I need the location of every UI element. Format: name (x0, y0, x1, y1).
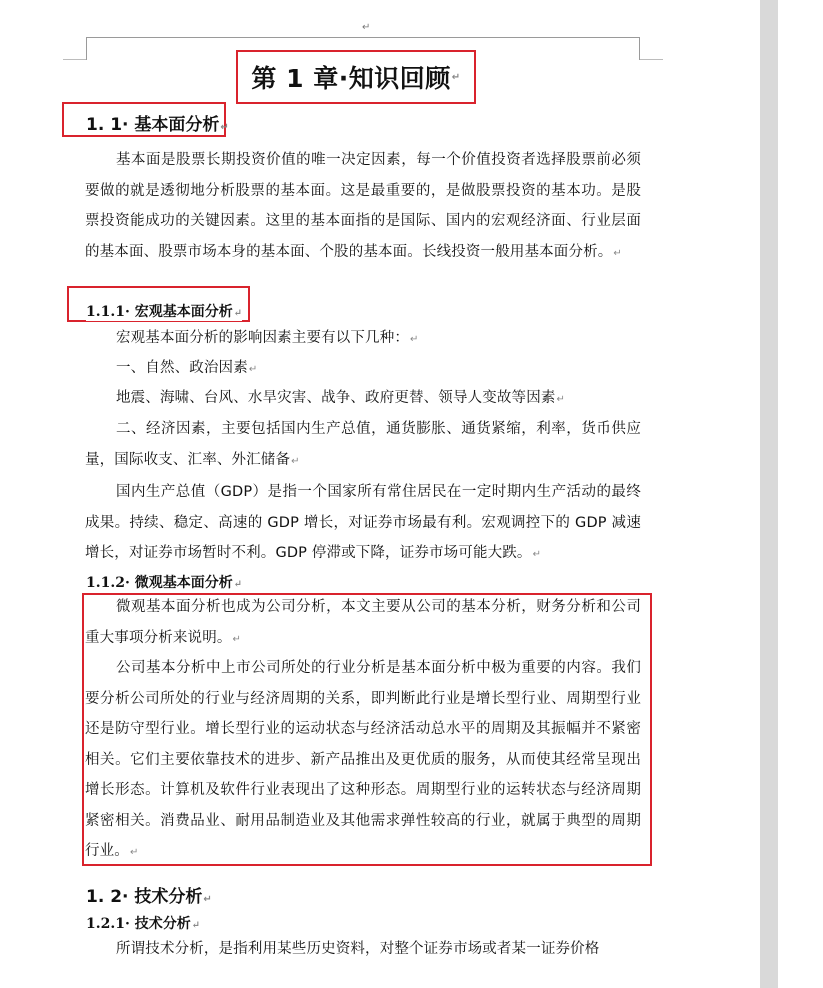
paragraph-1-1-1-intro: 宏观基本面分析的影响因素主要有以下几种：↵ (116, 330, 419, 346)
heading-1-1-1: 1.1.1· 宏观基本面分析↵ (86, 301, 242, 321)
margin-corner-right-h (640, 59, 663, 60)
list-item-detail: 地震、海啸、台风、水旱灾害、战争、政府更替、领导人变故等因素↵ (116, 390, 566, 406)
paragraph-1-1-2-a: 微观基本面分析也成为公司分析，本文主要从公司的基本分析，财务分析和公司重大事项分析来说明。↵ (85, 599, 641, 646)
paragraph-mark-icon: ↵ (362, 22, 371, 33)
paragraph-1-1: 基本面是股票长期投资价值的唯一决定因素，每一个价值投资者选择股票前必须要做的就是透彻地分析股票的基本面。这是最重要的，是做股票投资的基本功。是股票投资能成功的关键因素。这里的基本面指的是国际、国内的宏观经济面、行业层面的基本面、股票市场本身的基本面、个股的基本面。长线投资一般用基本面分析。↵ (85, 152, 641, 260)
paragraph-1-1-2-b: 公司基本分析中上市公司所处的行业分析是基本面分析中极为重要的内容。我们要分析公司所处的行业与经济周期的关系，即判断此行业是增长型行业、周期型行业还是防守型行业。增长型行业的运动状态与经济活动总水平的周期及其振幅并不紧密相关。它们主要依靠技术的进步、新产品推出及更优质的服务，从而使其经常呈现出增长形态。计算机及软件行业表现出了这种形态。周期型行业的运转状态与经济周期紧密相关。消费品业、耐用品制造业及其他需求弹性较高的行业，就属于典型的周期行业。↵ (85, 660, 641, 859)
heading-1-1-2: 1.1.2· 微观基本面分析↵ (86, 575, 243, 591)
chapter-title: 第 1 章·知识回顾 ↵ (236, 50, 476, 104)
heading-1-2: 1. 2· 技术分析↵ (86, 887, 212, 907)
list-item-natural-political: 一、自然、政治因素↵ (116, 360, 258, 376)
list-item-economic: 二、经济因素，主要包括国内生产总值，通货膨胀、通货紧缩，利率，货币供应量，国际收支、汇率、外汇储备↵ (85, 421, 641, 468)
margin-corner-left (86, 37, 87, 60)
margin-corner-right (639, 37, 640, 60)
paragraph-1-2-1: 所谓技术分析，是指利用某些历史资料，对整个证券市场或者某一证券价格 (116, 941, 600, 957)
margin-corner-left-h (63, 59, 86, 60)
vertical-scrollbar[interactable] (760, 0, 778, 988)
header-divider (86, 37, 640, 38)
paragraph-gdp: 国内生产总值（GDP）是指一个国家所有常住居民在一定时期内生产活动的最终成果。持续、稳定、高速的 GDP 增长，对证券市场最有利。宏观调控下的 GDP 减速增长，对证券市场暂时不利。GDP 停滞或下降，证券市场可能大跌。↵ (85, 484, 641, 561)
heading-1-1: 1. 1· 基本面分析↵ (86, 115, 229, 135)
heading-1-2-1: 1.2.1· 技术分析↵ (86, 916, 201, 932)
